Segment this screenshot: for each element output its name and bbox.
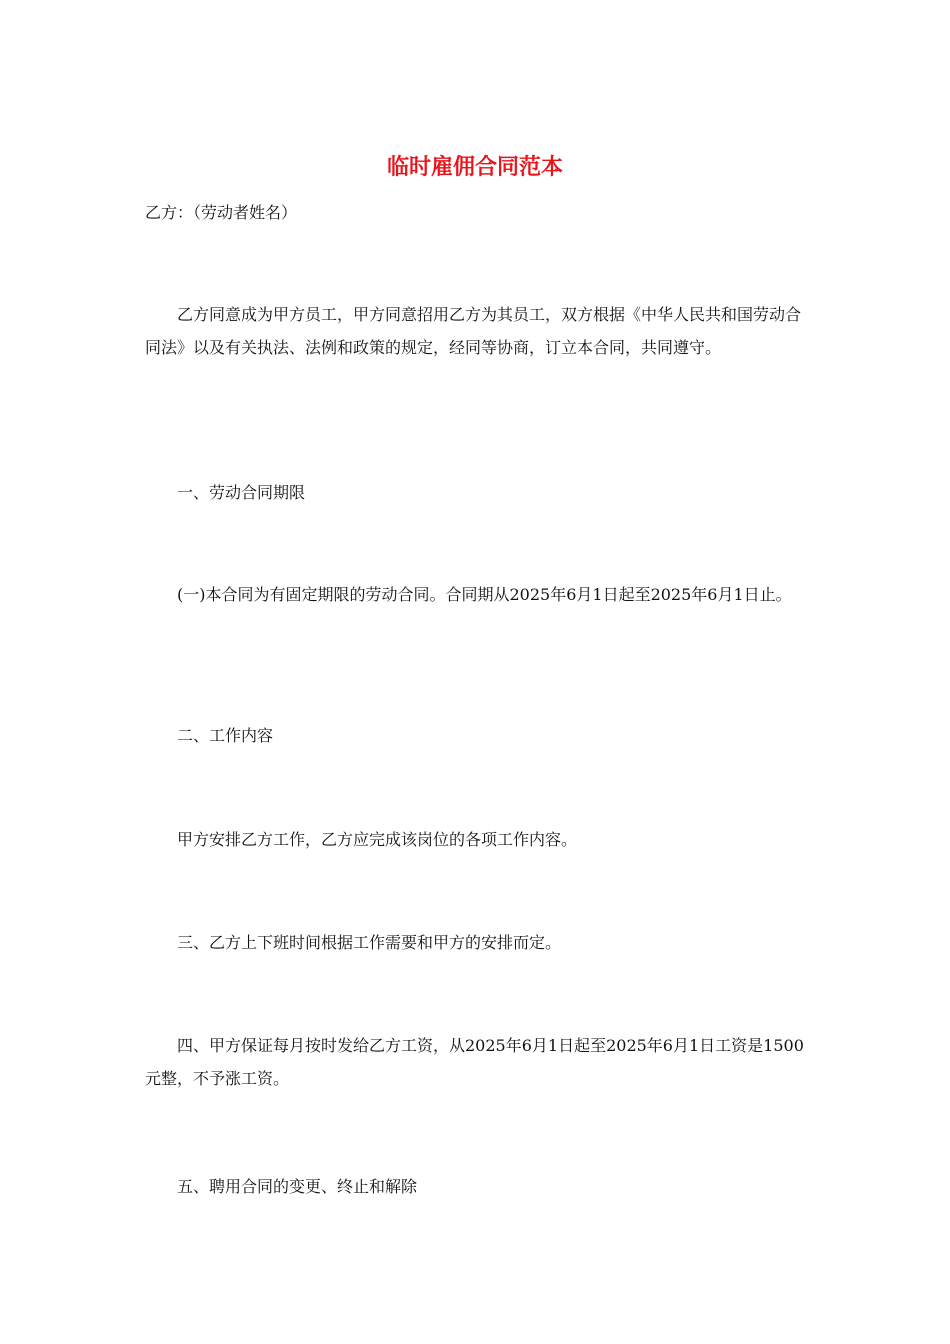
- section-3-paragraph: 三、乙方上下班时间根据工作需要和甲方的安排而定。: [177, 933, 562, 952]
- intro-paragraph: 乙方同意成为甲方员工，甲方同意招用乙方为其员工，双方根据《中华人民共和国劳动合同法》以及有关执法、法例和政策的规定，经同等协商，订立本合同，共同遵守。: [145, 305, 802, 357]
- section-1-body: (一)本合同为有固定期限的劳动合同。合同期从2025年6月1日起至2025年6月1日止。: [177, 585, 792, 604]
- section-2-heading: 二、工作内容: [177, 726, 274, 745]
- document-title: 临时雇佣合同范本: [386, 155, 563, 180]
- section-5-heading: 五、聘用合同的变更、终止和解除: [177, 1177, 418, 1196]
- party-b-line: 乙方：（劳动者姓名）: [145, 203, 298, 222]
- section-4-paragraph: 四、甲方保证每月按时发给乙方工资，从2025年6月1日起至2025年6月1日工资是1500元整，不予涨工资。: [145, 1036, 804, 1088]
- section-2-body: 甲方安排乙方工作，乙方应完成该岗位的各项工作内容。: [177, 830, 578, 849]
- section-1-heading: 一、劳动合同期限: [177, 483, 306, 502]
